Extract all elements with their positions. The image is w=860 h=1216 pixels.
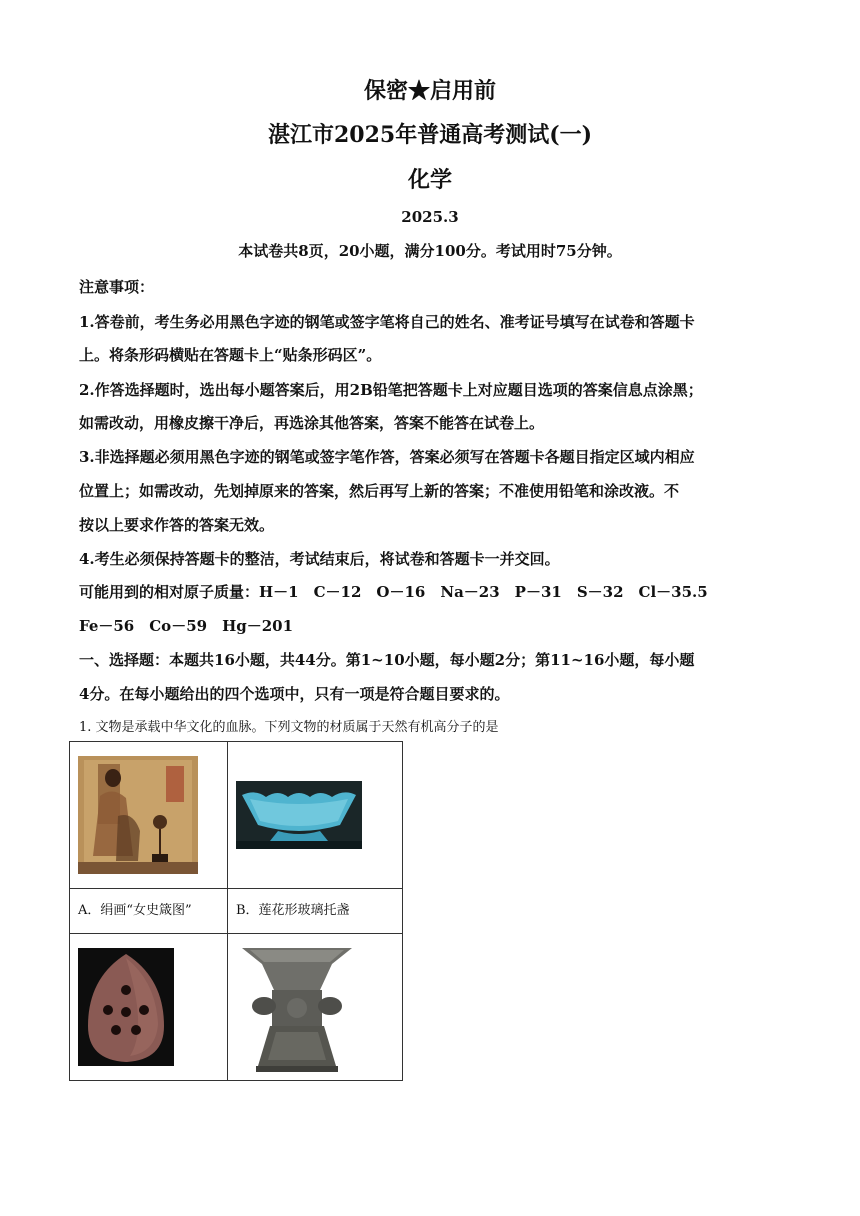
instruction-line: 2.作答选择题时，选出每小题答案后，用2B铅笔把答题卡上对应题目选项的答案信息点涂黑； [79, 381, 703, 399]
subject-title: 化学 [407, 167, 452, 193]
instruction-line: 1.答卷前，考生务必用黑色字迹的钢笔或签字笔将自己的姓名、准考证号填写在试卷和答题卡 [79, 313, 695, 331]
option-b-label: B．莲花形玻璃托盏 [228, 889, 403, 934]
option-d-image-cell [228, 934, 403, 1081]
secret-label: 保密★启用前 [363, 78, 496, 104]
bronze-zun-image [236, 942, 358, 1074]
instruction-line: 位置上；如需改动，先划掉原来的答案，然后再写上新的答案；不准使用铅笔和涂改液。不 [79, 482, 680, 500]
clay-xun-image [78, 948, 174, 1066]
atomic-masses-line2: Fe－56 Co－59 Hg－201 [79, 617, 294, 635]
instruction-line: 上。将条形码横贴在答题卡上“贴条形码区”。 [79, 346, 382, 364]
instructions-heading: 注意事项： [79, 278, 155, 296]
section-heading-line1: 一、选择题：本题共16小题，共44分。第1~10小题，每小题2分；第11~16小题，每小题 [79, 651, 695, 669]
instruction-line: 4.考生必须保持答题卡的整洁，考试结束后，将试卷和答题卡一并交回。 [79, 550, 560, 568]
options-table [69, 741, 403, 1081]
question1-stem: 1. 文物是承载中华文化的血脉。下列文物的材质属于天然有机高分子的是 [79, 720, 499, 735]
exam-title: 湛江市2025年普通高考测试(一) [267, 122, 593, 148]
atomic-masses-line1: 可能用到的相对原子质量：H－1 C－12 O－16 Na－23 P－31 S－32 Cl－35.5 [79, 583, 708, 601]
instruction-line: 如需改动，用橡皮擦干净后，再选涂其他答案，答案不能答在试卷上。 [79, 414, 545, 432]
option-b-image-cell [228, 742, 403, 889]
glass-cup-image [236, 781, 362, 849]
section-heading-line2: 4分。在每小题给出的四个选项中，只有一项是符合题目要求的。 [79, 685, 510, 703]
instruction-line: 按以上要求作答的答案无效。 [79, 516, 275, 534]
instruction-line: 3.非选择题必须用黑色字迹的钢笔或签字笔作答，答案必须写在答题卡各题目指定区域内相应 [79, 448, 695, 466]
option-a-image-cell [70, 742, 228, 889]
exam-summary: 本试卷共8页，20小题，满分100分。考试用时75分钟。 [238, 242, 622, 260]
silk-painting-image [78, 756, 198, 874]
option-a-label: A．绢画“女史箴图” [70, 889, 228, 934]
option-c-image-cell [70, 934, 228, 1081]
exam-date: 2025.3 [401, 208, 459, 226]
